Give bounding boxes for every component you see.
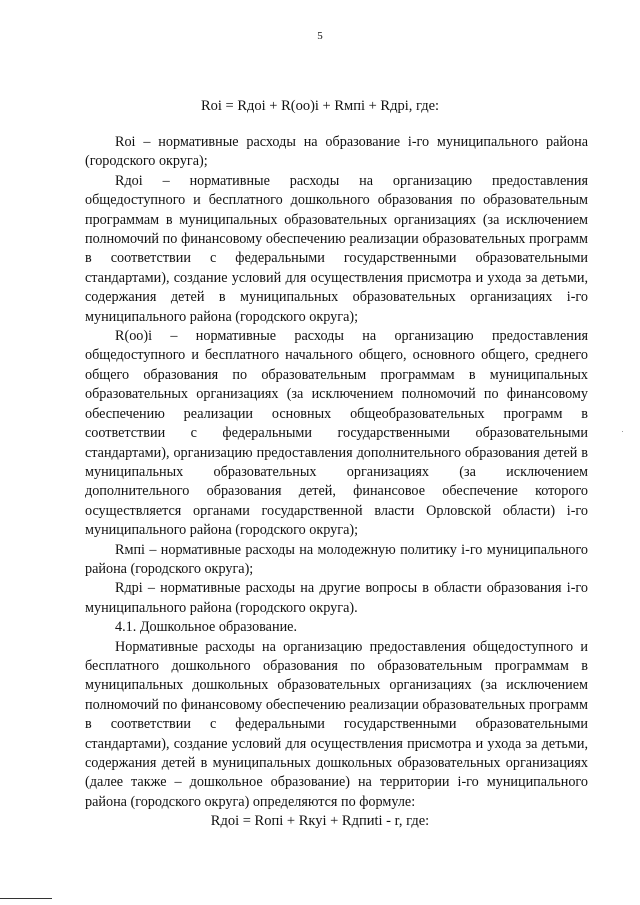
section-heading-preschool: 4.1. Дошкольное образование. xyxy=(115,619,298,636)
paragraph-roi: Roi – нормативные расходы на образование i-го муниципального района (городского округа); xyxy=(85,134,588,170)
paragraph-rdoi: Rдоi – нормативные расходы на организацию предоставления общедоступного и бесплатного дошкольного образования по образовательным программам в муниципальных образовательных организациях (за исключением полномочий по финансовому обеспечению реализации образовательных программ в соответствии с федеральными государственными образовательными стандартами), создание условий для осуществления присмотра и ухода за детьми, содержания детей в муниципальных образовательных организациях i-го муниципального района (городского округа); xyxy=(85,172,588,325)
footer-rule xyxy=(0,898,52,899)
document-body xyxy=(85,133,588,812)
paragraph-rdri: Rдрi – нормативные расходы на другие вопросы в области образования i-го муниципального района (городского округа). xyxy=(85,580,588,616)
formula-top: Roi = Rдоi + R(оо)i + Rмпi + Rдрi, где: xyxy=(200,98,440,114)
paragraph-rooi: R(оо)i – нормативные расходы на организацию предоставления общедоступного и бесплатного начального общего, основного общего, среднего общего образования по образовательным программам в муниципальных образовательных организациях (за исключением полномочий по финансовому обеспечению реализации основных общеобразовательных программ в соответствии с федеральными государственными образовательными стандартами), организацию предоставления дополнительного образования детей в муниципальных образовательных организациях (за исключением дополнительного образования детей, финансовое обеспечение которого осуществляется органами государственной власти Орловской области) i-го муниципального района (городского округа); xyxy=(85,328,588,539)
page-number: 5 xyxy=(317,30,323,42)
paragraph-preschool-expenses: Нормативные расходы на организацию предоставления общедоступного и бесплатного дошкольного образования по образовательным программам в муниципальных дошкольных образовательных организациях (за исключением полномочий по финансовому обеспечению реализации образовательных программ в соответствии с федеральными государственными образовательными стандартами), создание условий для осуществления присмотра и ухода за детьми, содержания детей в муниципальных дошкольных образовательных организациях (далее также – дошкольное образование) на территории i-го муниципального района (городского округа) определяются по формуле: xyxy=(85,638,588,810)
paragraph-rmpi: Rмпi – нормативные расходы на молодежную политику i-го муниципального района (городского округа); xyxy=(85,541,588,577)
formula-bottom: Rдоi = Rопi + Rкуi + Rдпиti - r, где: xyxy=(210,813,430,829)
margin-mark xyxy=(622,431,623,432)
